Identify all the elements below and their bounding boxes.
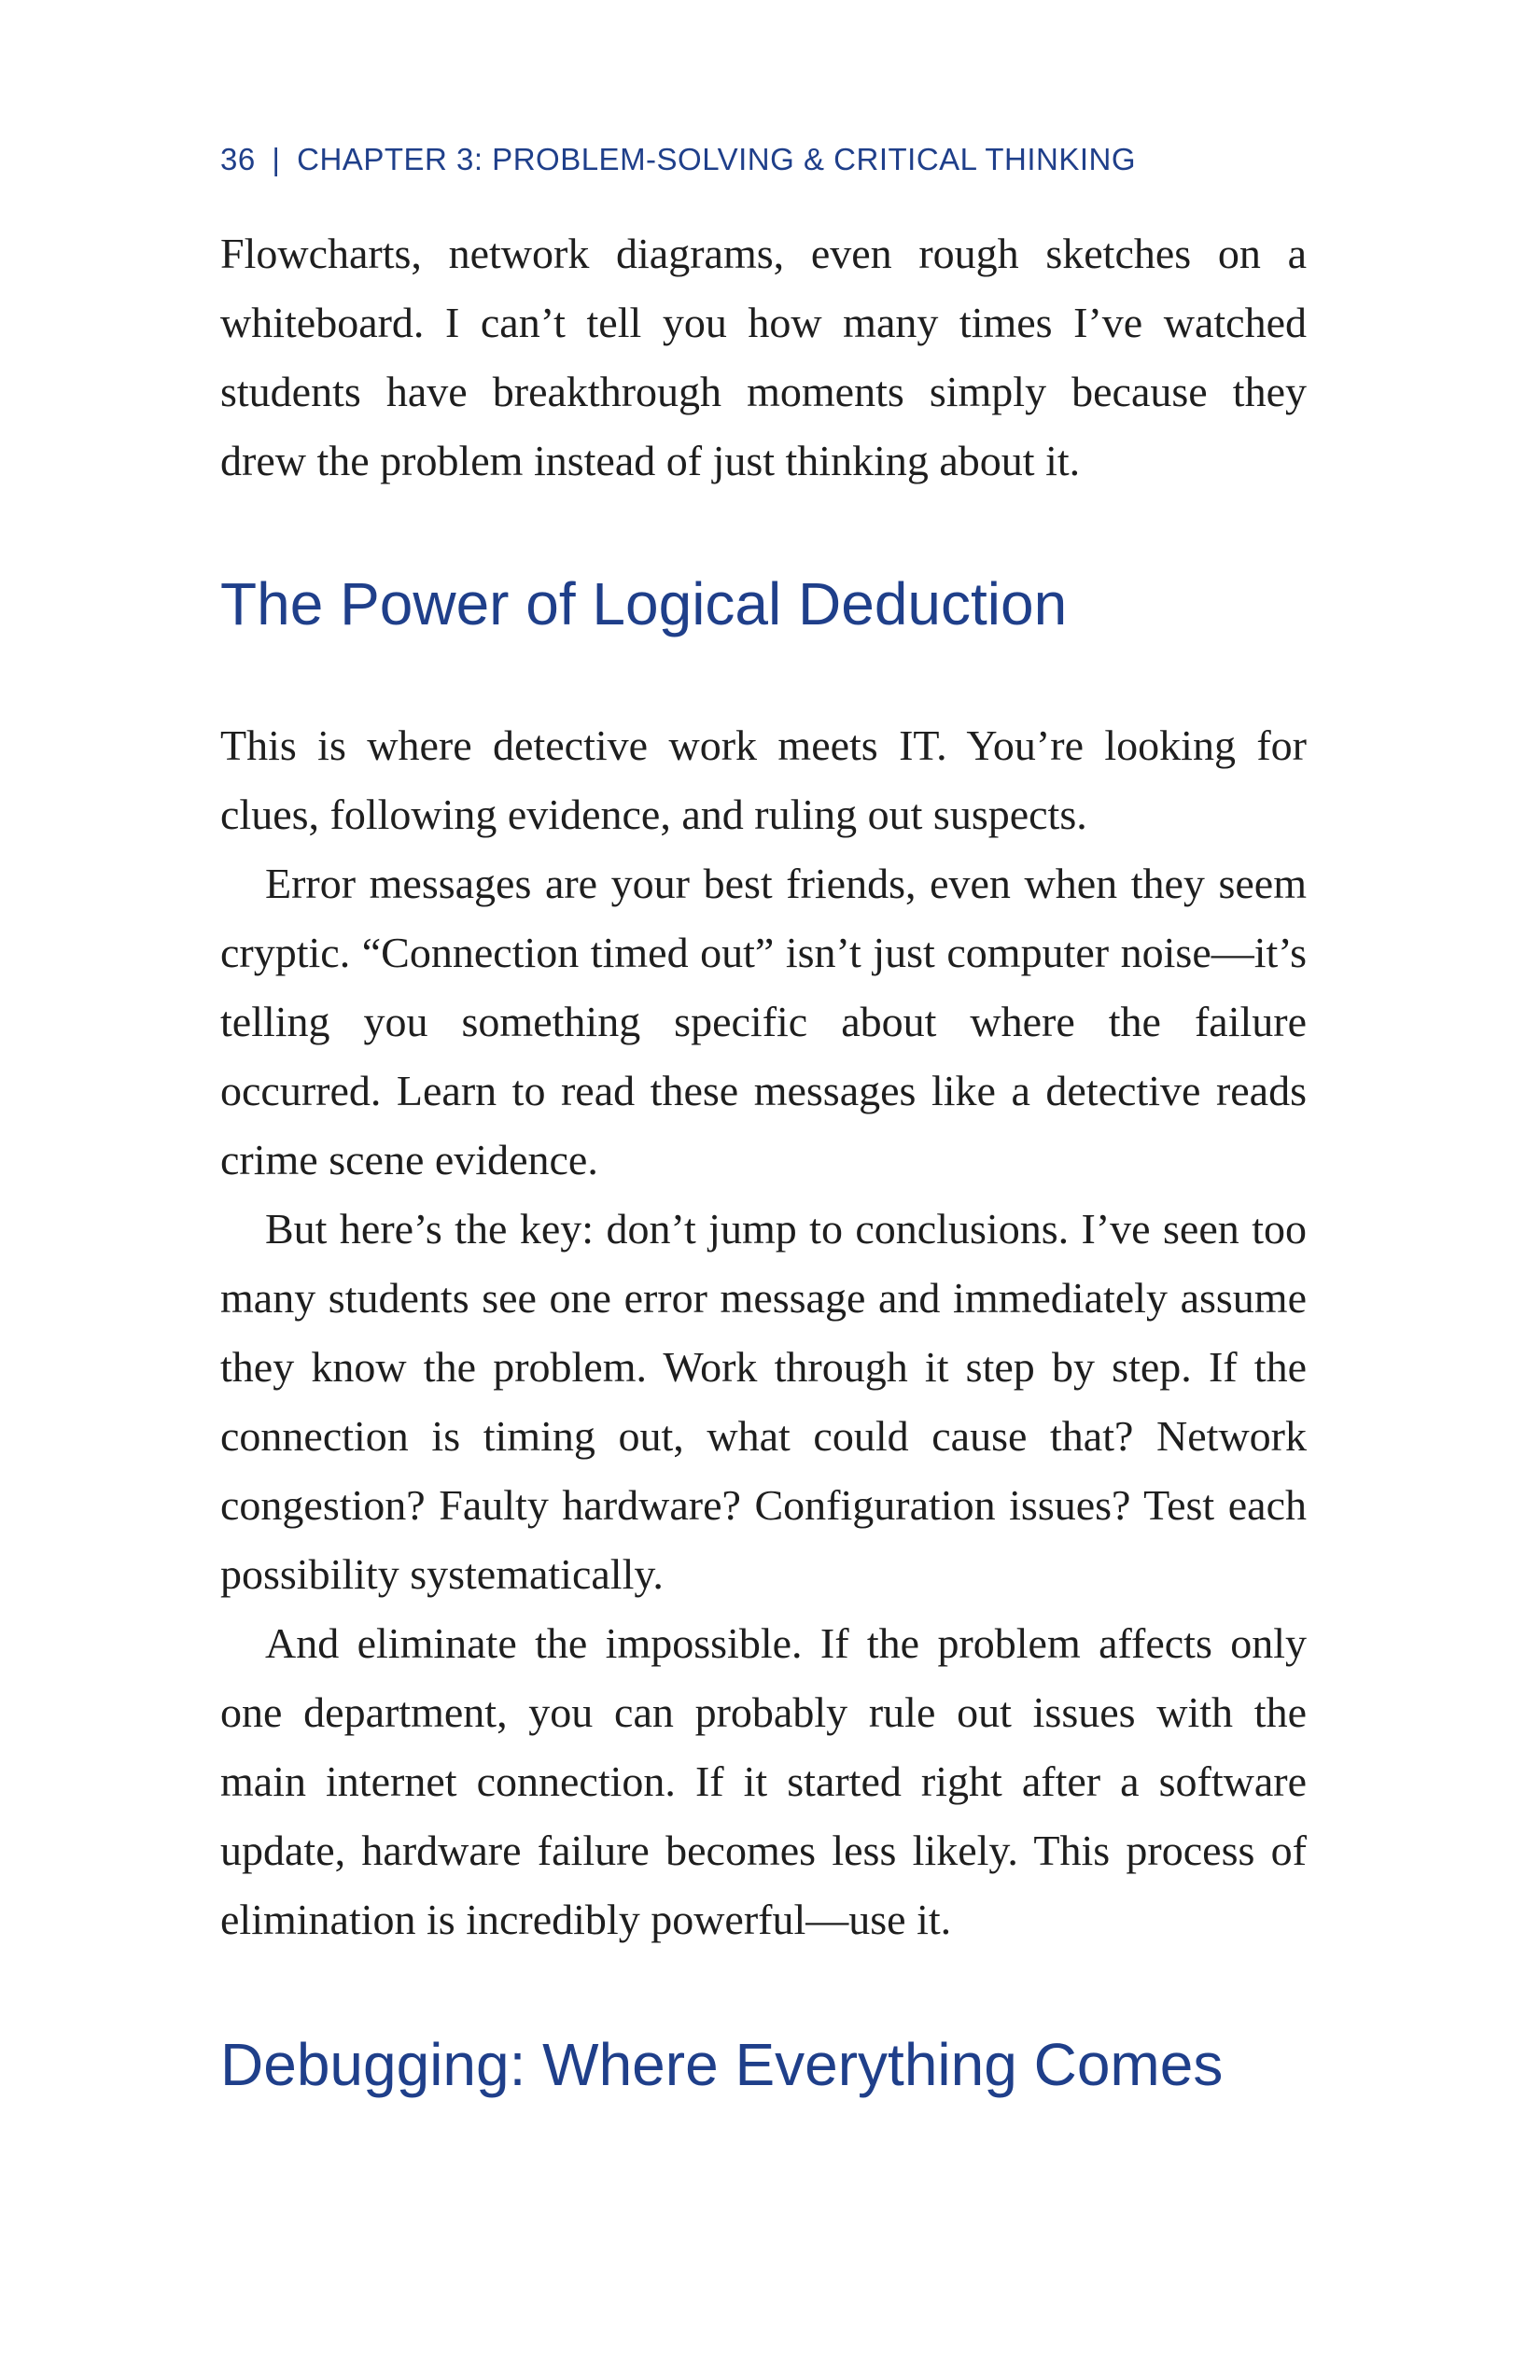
paragraph-eliminate: And eliminate the impossible. If the problem affects only one department, you can probably rule out issues with the main internet connection. If it started right after a software update, hardware failure becomes less likely. This process of elimination is incredibly powerful—use it. bbox=[220, 1619, 1307, 1943]
section-heading-debugging: Debugging: Where Everything Comes bbox=[220, 2031, 1224, 2098]
section-heading-logical-deduction: The Power of Logical Deduction bbox=[220, 570, 1068, 637]
running-head-separator: | bbox=[272, 142, 281, 176]
chapter-title: CHAPTER 3: PROBLEM-SOLVING & CRITICAL THINKING bbox=[297, 142, 1137, 176]
intro-paragraph: Flowcharts, network diagrams, even rough sketches on a whiteboard. I can’t tell you how many times I’ve watched students have breakthrough moments simply because they drew the problem instead of just thinking about it. bbox=[220, 230, 1307, 484]
running-head bbox=[220, 142, 1136, 177]
intro-text bbox=[220, 219, 1307, 496]
logical-deduction-body bbox=[220, 711, 1307, 1954]
page-number: 36 bbox=[220, 142, 256, 176]
paragraph-detective-work: This is where detective work meets IT. You’re looking for clues, following evidence, and ruling out suspects. bbox=[220, 721, 1307, 838]
paragraph-error-messages: Error messages are your best friends, even when they seem cryptic. “Connection timed out” isn’t just computer noise—it’s telling you something specific about where the failure occurred. Learn to read these messages like a detective reads crime scene evidence. bbox=[220, 860, 1307, 1183]
paragraph-conclusions: But here’s the key: don’t jump to conclusions. I’ve seen too many students see one error message and immediately assume they know the problem. Work through it step by step. If the connection is timing out, what could cause that? Network congestion? Faulty hardware? Configuration issues? Test each possibility systematically. bbox=[220, 1205, 1307, 1598]
